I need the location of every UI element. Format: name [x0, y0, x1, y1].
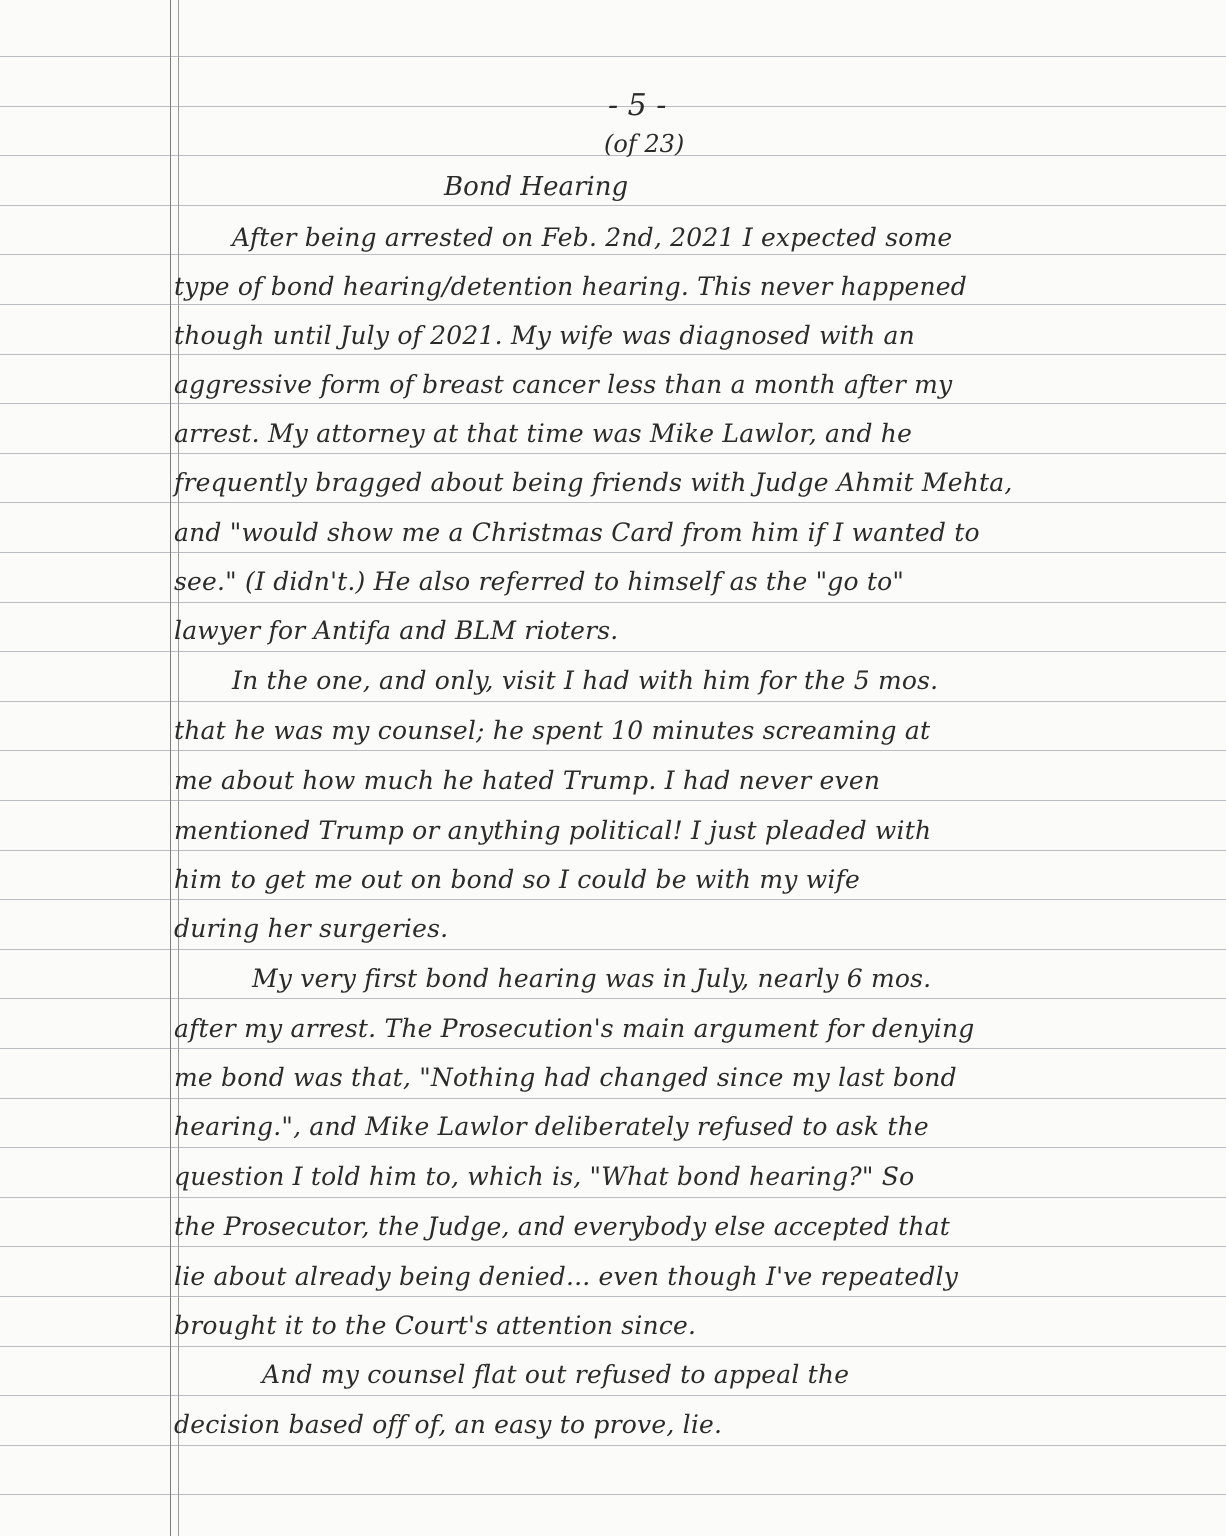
- text-line: the Prosecutor, the Judge, and everybody else accepted that: [174, 1212, 950, 1241]
- ruled-line: [0, 850, 1226, 851]
- ruled-line: [0, 701, 1226, 702]
- ruled-line: [0, 453, 1226, 454]
- text-line: after my arrest. The Prosecution's main argument for denying: [174, 1014, 975, 1043]
- ruled-line: [0, 56, 1226, 57]
- text-line: And my counsel flat out refused to appeal the: [262, 1360, 850, 1389]
- text-line: me bond was that, "Nothing had changed since my last bond: [174, 1063, 957, 1092]
- ruled-line: [0, 552, 1226, 553]
- text-line: though until July of 2021. My wife was diagnosed with an: [174, 321, 915, 350]
- text-line: aggressive form of breast cancer less than a month after my: [174, 370, 953, 399]
- ruled-line: [0, 1445, 1226, 1446]
- page-count: (of 23): [604, 130, 685, 158]
- text-line: In the one, and only, visit I had with him for the 5 mos.: [232, 666, 939, 695]
- ruled-line: [0, 750, 1226, 751]
- page-number: - 5 -: [608, 88, 667, 123]
- text-line: during her surgeries.: [174, 914, 449, 943]
- ruled-line: [0, 1395, 1226, 1396]
- ruled-line: [0, 899, 1226, 900]
- text-line: mentioned Trump or anything political! I just pleaded with: [174, 816, 932, 845]
- text-line: brought it to the Court's attention since.: [174, 1311, 697, 1340]
- text-line: frequently bragged about being friends with Judge Ahmit Mehta,: [174, 468, 1013, 497]
- text-line: me about how much he hated Trump. I had never even: [174, 766, 881, 795]
- ruled-line: [0, 1296, 1226, 1297]
- text-line: lie about already being denied... even though I've repeatedly: [174, 1262, 959, 1291]
- ruled-line: [0, 1494, 1226, 1495]
- text-line: question I told him to, which is, "What bond hearing?" So: [174, 1162, 915, 1191]
- ruled-line: [0, 998, 1226, 999]
- ruled-line: [0, 651, 1226, 652]
- text-line: him to get me out on bond so I could be with my wife: [174, 865, 860, 894]
- text-line: lawyer for Antifa and BLM rioters.: [174, 616, 619, 645]
- text-line: decision based off of, an easy to prove, lie.: [174, 1410, 723, 1439]
- ruled-line: [0, 354, 1226, 355]
- ruled-line: [0, 602, 1226, 603]
- text-line: hearing.", and Mike Lawlor deliberately refused to ask the: [174, 1112, 929, 1141]
- ruled-line: [0, 949, 1226, 950]
- ruled-line: [0, 1098, 1226, 1099]
- ruled-line: [0, 1246, 1226, 1247]
- ruled-line: [0, 800, 1226, 801]
- text-line: that he was my counsel; he spent 10 minutes screaming at: [174, 716, 931, 745]
- text-line: see." (I didn't.) He also referred to himself as the "go to": [174, 567, 905, 596]
- left-margin-line: [170, 0, 171, 1536]
- text-line: and "would show me a Christmas Card from him if I wanted to: [174, 518, 980, 547]
- ruled-line: [0, 1048, 1226, 1049]
- ruled-line: [0, 205, 1226, 206]
- text-line: My very first bond hearing was in July, nearly 6 mos.: [252, 964, 932, 993]
- ruled-line: [0, 304, 1226, 305]
- ruled-line: [0, 1197, 1226, 1198]
- ruled-line: [0, 1147, 1226, 1148]
- page-title: Bond Hearing: [444, 172, 629, 202]
- ruled-line: [0, 502, 1226, 503]
- text-line: arrest. My attorney at that time was Mike Lawlor, and he: [174, 419, 913, 448]
- text-line: After being arrested on Feb. 2nd, 2021 I expected some: [232, 223, 953, 252]
- ruled-line: [0, 254, 1226, 255]
- text-line: type of bond hearing/detention hearing. This never happened: [174, 272, 967, 301]
- ruled-line: [0, 403, 1226, 404]
- ruled-line: [0, 1346, 1226, 1347]
